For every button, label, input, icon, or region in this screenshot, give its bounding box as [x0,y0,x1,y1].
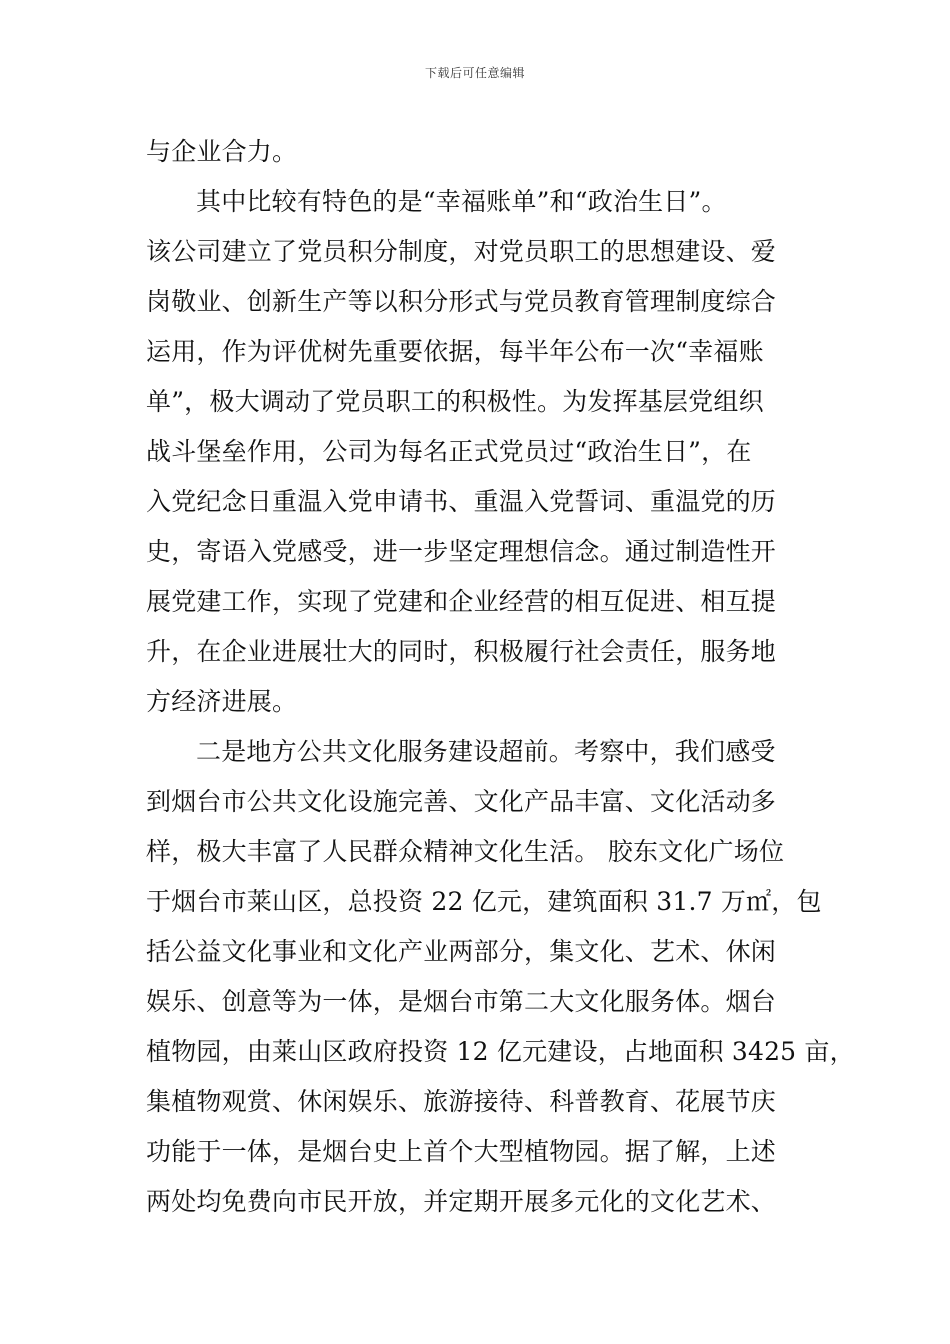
text-line: 娱乐、创意等为一体，是烟台市第二大文化服务体。烟台 [146,987,777,1016]
text-line: 单”，极大调动了党员职工的积极性。为发挥基层党组织 [146,387,764,416]
paragraph-first-line: 其中比较有特色的是“幸福账单”和“政治生日”。 [196,187,727,216]
page-header: 下载后可任意编辑 [424,66,525,80]
text-line: 到烟台市公共文化设施完善、文化产品丰富、文化活动多 [146,787,777,816]
text-line: 括公益文化事业和文化产业两部分，集文化、艺术、休闲 [146,937,777,966]
text-line: 方经济进展。 [146,687,298,716]
text-line: 样，极大丰富了人民群众精神文化生活。 胶东文化广场位 [146,837,785,866]
text-line: 与企业合力。 [146,137,298,166]
text-line: 两处均免费向市民开放，并定期开展多元化的文化艺术、 [146,1187,777,1216]
text-line: 升，在企业进展壮大的同时，积极履行社会责任，服务地 [146,637,777,666]
text-line: 该公司建立了党员积分制度，对党员职工的思想建设、爱 [146,237,777,266]
text-line: 于烟台市莱山区，总投资 22 亿元，建筑面积 31.7 万㎡，包 [146,887,822,916]
document-body [146,127,855,1227]
text-line: 史，寄语入党感受，进一步坚定理想信念。通过制造性开 [146,537,777,566]
paragraph-first-line: 二是地方公共文化服务建设超前。考察中，我们感受 [196,737,776,766]
text-line: 运用，作为评优树先重要依据，每半年公布一次“幸福账 [146,337,764,366]
text-line: 入党纪念日重温入党申请书、重温入党誓词、重温党的历 [146,487,777,516]
text-line: 集植物观赏、休闲娱乐、旅游接待、科普教育、花展节庆 [146,1087,777,1116]
text-line: 功能于一体，是烟台史上首个大型植物园。据了解，上述 [146,1137,777,1166]
text-line: 战斗堡垒作用，公司为每名正式党员过“政治生日”，在 [146,437,752,466]
text-line: 展党建工作，实现了党建和企业经营的相互促进、相互提 [146,587,777,616]
text-line: 岗敬业、创新生产等以积分形式与党员教育管理制度综合 [146,287,777,316]
text-line: 植物园，由莱山区政府投资 12 亿元建设，占地面积 3425 亩， [146,1037,855,1066]
